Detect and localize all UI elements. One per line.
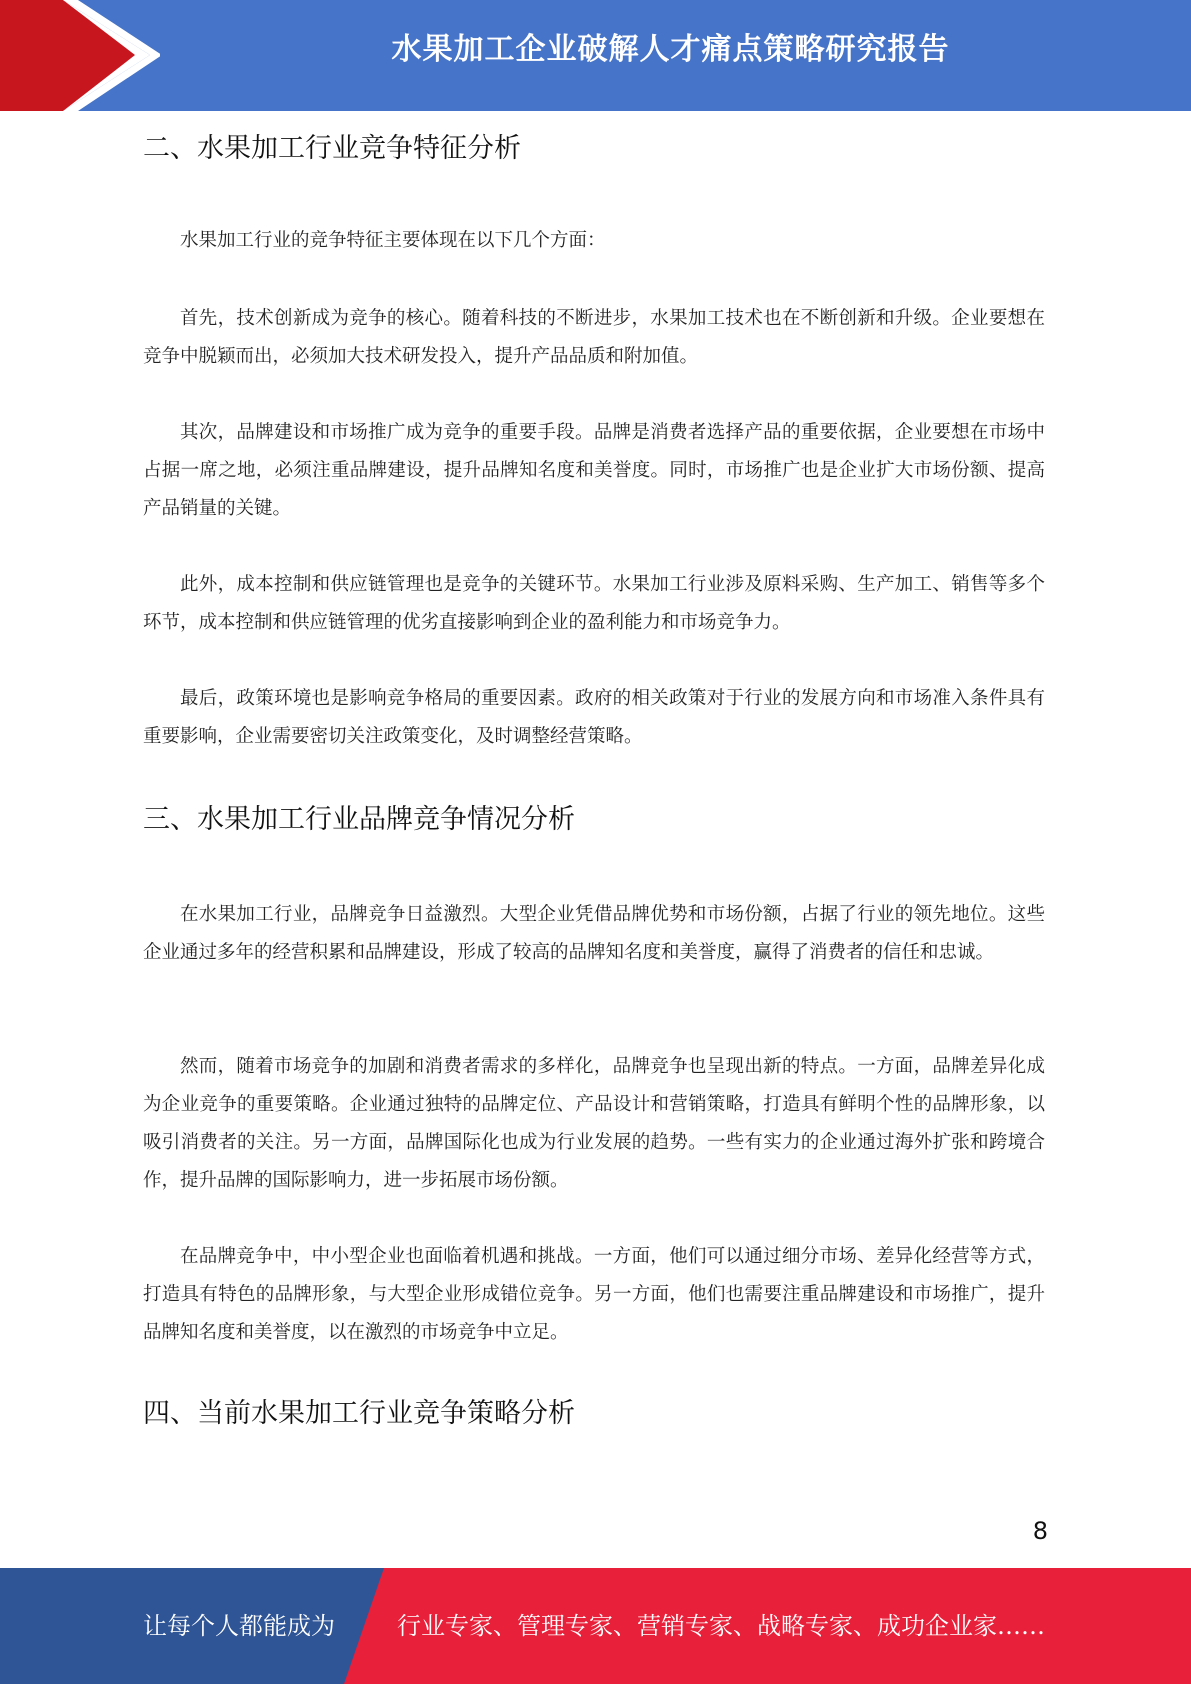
paragraph: 此外，成本控制和供应链管理也是竞争的关键环节。水果加工行业涉及原料采购、生产加工、销售等多个环节，成本控制和供应链管理的优劣直接影响到企业的盈利能力和市场竞争力。 [143, 574, 1045, 633]
page-header [0, 0, 1191, 111]
section-heading-4: 四、当前水果加工行业竞争策略分析 [143, 1398, 575, 1429]
section-heading-3: 三、水果加工行业品牌竞争情况分析 [143, 804, 575, 835]
header-arrow-decoration [0, 0, 160, 111]
paragraph: 其次，品牌建设和市场推广成为竞争的重要手段。品牌是消费者选择产品的重要依据，企业要想在市场中占据一席之地，必须注重品牌建设，提升品牌知名度和美誉度。同时，市场推广也是企业扩大市场份额、提高产品销量的关键。 [143, 422, 1045, 519]
paragraph: 首先，技术创新成为竞争的核心。随着科技的不断进步，水果加工技术也在不断创新和升级。企业要想在竞争中脱颖而出，必须加大技术研发投入，提升产品品质和附加值。 [143, 308, 1045, 367]
paragraph: 水果加工行业的竞争特征主要体现在以下几个方面： [180, 230, 606, 251]
section-heading-2: 二、水果加工行业竞争特征分析 [143, 133, 521, 164]
report-title: 水果加工企业破解人才痛点策略研究报告 [391, 32, 950, 67]
paragraph: 在水果加工行业，品牌竞争日益激烈。大型企业凭借品牌优势和市场份额，占据了行业的领先地位。这些企业通过多年的经营积累和品牌建设，形成了较高的品牌知名度和美誉度，赢得了消费者的信任和忠诚。 [143, 904, 1045, 963]
footer-slogan-left: 让每个人都能成为 [143, 1612, 335, 1640]
page-footer [0, 1568, 1191, 1684]
paragraph: 然而，随着市场竞争的加剧和消费者需求的多样化，品牌竞争也呈现出新的特点。一方面，品牌差异化成为企业竞争的重要策略。企业通过独特的品牌定位、产品设计和营销策略，打造具有鲜明个性的品牌形象，以吸引消费者的关注。另一方面，品牌国际化也成为行业发展的趋势。一些有实力的企业通过海外扩张和跨境合作，提升品牌的国际影响力，进一步拓展市场份额。 [143, 1056, 1045, 1191]
paragraph: 在品牌竞争中，中小型企业也面临着机遇和挑战。一方面，他们可以通过细分市场、差异化经营等方式，打造具有特色的品牌形象，与大型企业形成错位竞争。另一方面，他们也需要注重品牌建设和市场推广，提升品牌知名度和美誉度，以在激烈的市场竞争中立足。 [143, 1246, 1045, 1343]
page-number: 8 [1032, 1517, 1048, 1545]
paragraph: 最后，政策环境也是影响竞争格局的重要因素。政府的相关政策对于行业的发展方向和市场准入条件具有重要影响，企业需要密切关注政策变化，及时调整经营策略。 [143, 688, 1045, 747]
footer-slogan-right: 行业专家、管理专家、营销专家、战略专家、成功企业家…… [397, 1612, 1045, 1640]
